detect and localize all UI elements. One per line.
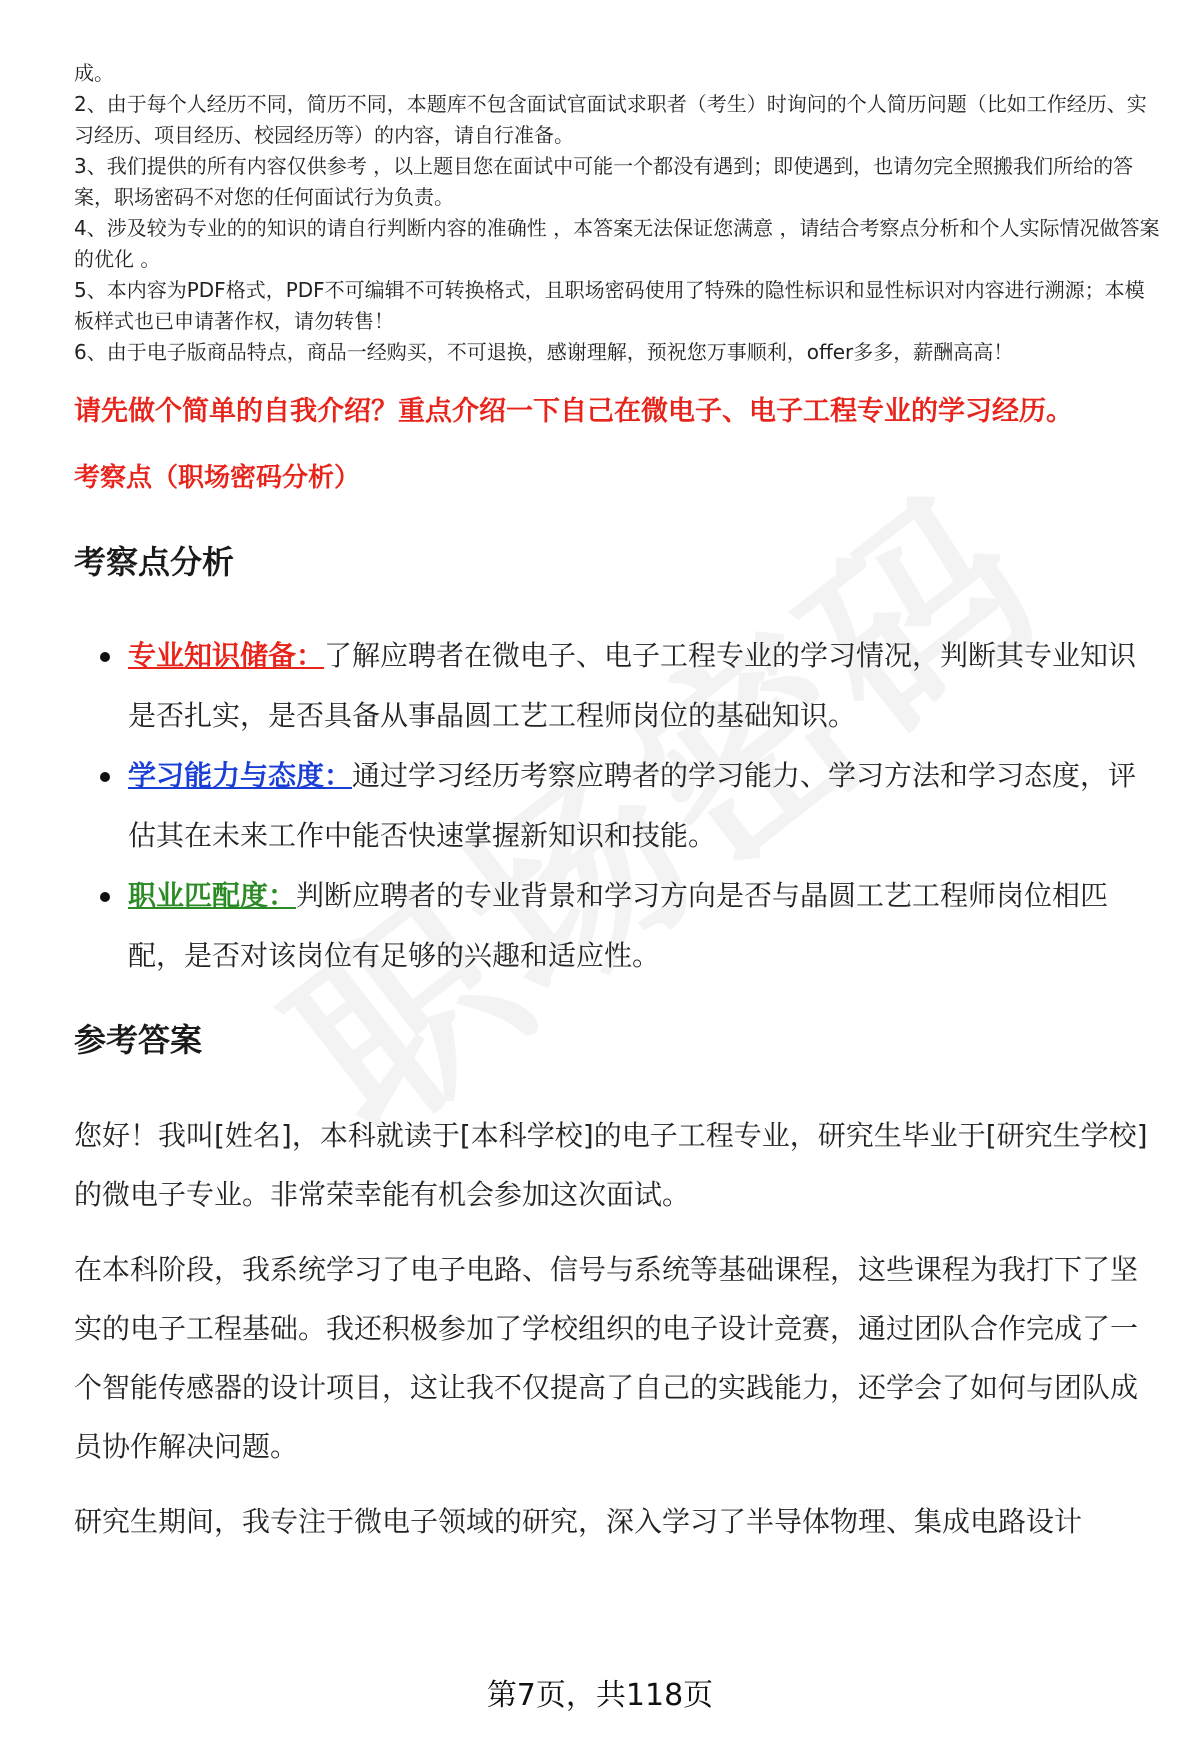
answer-heading: 参考答案 <box>74 1021 203 1059</box>
note-line: 6、由于电子版商品特点，商品一经购买，不可退换，感谢理解，预祝您万事顺利，offer多多，薪酬高高！ <box>74 340 1014 364</box>
analysis-point <box>74 866 1164 986</box>
page-footer: 第7页，共118页 <box>486 1678 714 1713</box>
point-key: 专业知识储备： <box>128 639 325 672</box>
point-key: 职业匹配度： <box>128 879 297 912</box>
answer-paragraph: 在本科阶段，我系统学习了电子电路、信号与系统等基础课程，这些课程为我打下了坚实的电子工程基础。我还积极参加了学校组织的电子设计竞赛，通过团队合作完成了一个智能传感器的设计项目，这让我不仅提高了自己的实践能力，还学会了如何与团队成员协作解决问题。 <box>74 1253 1139 1463</box>
answer-paragraph: 您好！我叫[姓名]，本科就读于[本科学校]的电子工程专业，研究生毕业于[研究生学校]的微电子专业。非常荣幸能有机会参加这次面试。 <box>74 1119 1148 1211</box>
bullet-icon <box>100 652 110 662</box>
bullet-icon <box>100 772 110 782</box>
analysis-label: 考察点（职场密码分析） <box>74 463 361 493</box>
point-text: 了解应聘者在微电子、电子工程专业的学习情况，判断其专业知识是否扎实，是否具备从事晶圆工艺工程师岗位的基础知识。 <box>128 639 1137 732</box>
note-line: 5、本内容为PDF格式，PDF不可编辑不可转换格式，且职场密码使用了特殊的隐性标识和显性标识对内容进行溯源；本模板样式也已申请著作权，请勿转售！ <box>74 278 1145 333</box>
page-content <box>74 58 1164 1551</box>
note-line: 2、由于每个人经历不同，简历不同，本题库不包含面试官面试求职者（考生）时询问的个人简历问题（比如工作经历、实习经历、项目经历、校园经历等）的内容，请自行准备。 <box>74 92 1147 147</box>
note-line: 3、我们提供的所有内容仅供参考 ，以上题目您在面试中可能一个都没有遇到；即使遇到，也请勿完全照搬我们所给的答案，职场密码不对您的任何面试行为负责。 <box>74 154 1134 209</box>
interview-question: 请先做个简单的自我介绍？重点介绍一下自己在微电子、电子工程专业的学习经历。 <box>74 396 1073 427</box>
point-text: 通过学习经历考察应聘者的学习能力、学习方法和学习态度，评估其在未来工作中能否快速掌握新知识和技能。 <box>128 759 1137 852</box>
analysis-heading: 考察点分析 <box>74 543 235 581</box>
analysis-points <box>74 626 1164 986</box>
answer-paragraph: 研究生期间，我专注于微电子领域的研究，深入学习了半导体物理、集成电路设计 <box>74 1505 1083 1538</box>
point-key: 学习能力与态度： <box>128 759 353 792</box>
analysis-point <box>74 626 1164 746</box>
analysis-point <box>74 746 1164 866</box>
note-line: 成。 <box>74 61 114 85</box>
point-text: 判断应聘者的专业背景和学习方向是否与晶圆工艺工程师岗位相匹配，是否对该岗位有足够的兴趣和适应性。 <box>128 879 1109 972</box>
note-line: 4、涉及较为专业的的知识的请自行判断内容的准确性 ，本答案无法保证您满意 ，请结合考察点分析和个人实际情况做答案的优化 。 <box>74 216 1160 271</box>
disclaimer-notes <box>74 58 1164 368</box>
bullet-icon <box>100 892 110 902</box>
